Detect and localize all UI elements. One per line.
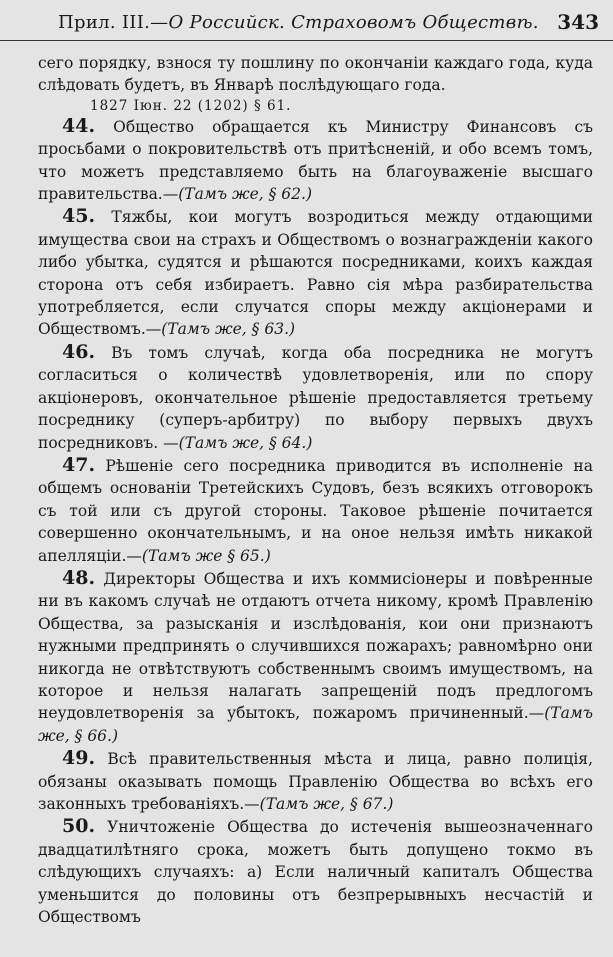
section-text: Тяжбы, кои могутъ возродиться между отдающими имущества свои на страхъ и Обществомъ о вознагражденiи какого либо убытка, судятся и рѣшаются посредниками, коихъ каждая сторона отъ себя избираетъ. Равно сiя мѣра разбирательства употребляется, если случатся споры между акцiонерами и Обществомъ.— xyxy=(38,208,593,339)
running-header xyxy=(0,8,613,41)
header-prefix: Прил. III.— xyxy=(58,12,169,33)
section-49 xyxy=(38,747,593,815)
section-reference: (Тамъ же, § 67.) xyxy=(259,795,394,813)
header-title: О Российск. Страховомъ Обществѣ. xyxy=(168,12,539,33)
section-50 xyxy=(38,815,593,928)
section-text: Директоры Общества и ихъ коммисiонеры и повѣренные ни въ какомъ случаѣ не отдаютъ отчета никому, кромѣ Правленiю Общества, за разысканiя и изслѣдованiя, кои они признаютъ нужными предпринять о случившихся пожарахъ; равномѣрно они никогда не отвѣтствуютъ собственнымъ своимъ имуществомъ, на которое и нельзя налагать запрещенiй подъ предлогомъ неудовлетворенiя за убытокъ, пожаромъ причиненный.— xyxy=(38,569,593,723)
section-text: Въ томъ случаѣ, когда оба посредника не могутъ согласиться о количествѣ удовлетворенiя, или по спору акцiонеровъ, окончательное рѣшенiе предоставляется третьему посреднику (суперъ-арбитру) по выбору первыхъ двухъ посредниковъ. — xyxy=(38,343,593,452)
section-reference: (Тамъ же, § 63.) xyxy=(161,320,296,339)
law-reference: 1827 Iюн. 22 (1202) § 61. xyxy=(90,97,292,114)
section-reference: (Тамъ же, § 64.) xyxy=(178,433,313,452)
section-text: Рѣшенiе сего посредника приводится въ исполненiе на общемъ основанiи Третейскихъ Судовъ, безъ всякихъ отговорокъ съ той или съ другой стороны. Таковое рѣшенiе почитается совершенно окончательнымъ, и на оное нельзя имѣть никакой апелляцiи.— xyxy=(38,456,593,565)
section-text: Всѣ правительственныя мѣста и лица, равно полицiя, обязаны оказывать помощь Правленiю Общества во всѣхъ его законныхъ требованiяхъ.— xyxy=(38,750,594,813)
section-47 xyxy=(38,454,593,567)
section-48 xyxy=(38,567,593,747)
section-reference: (Тамъ же, § 62.) xyxy=(178,185,312,204)
section-number: 46. xyxy=(62,340,96,363)
section-number: 50. xyxy=(62,815,96,838)
section-text: Уничтоженiе Общества до истеченiя вышеозначеннаго двадцатилѣтняго срока, можетъ быть допущено токмо въ слѣдующихъ случаяхъ: а) Если наличный капиталъ Общества уменьшится до половины отъ безпрерывныхъ несчастiй и Обществомъ xyxy=(38,818,593,927)
continuation-text: сего порядку, взнося ту пошлину по окончанiи каждаго года, куда слѣдовать будетъ, въ Январѣ послѣдующаго года. xyxy=(38,54,593,95)
section-reference: (Тамъ же § 65.) xyxy=(141,546,271,565)
page-number: 343 xyxy=(557,10,599,34)
section-number: 48. xyxy=(62,566,96,589)
section-44 xyxy=(38,115,593,206)
section-46 xyxy=(38,341,593,454)
section-number: 44. xyxy=(62,114,96,137)
section-number: 47. xyxy=(62,453,96,476)
section-reference: (Тамъ же, § 66.) xyxy=(38,704,593,745)
section-number: 45. xyxy=(62,205,96,228)
section-number: 49. xyxy=(62,747,96,770)
section-text: Общество обращается къ Министру Финансовъ съ просьбами о покровительствѣ отъ притѣсненiй, и обо всемъ томъ, что можетъ представляемо быть на благоуваженiе высшаго правительства.— xyxy=(38,117,593,204)
page-body xyxy=(38,52,593,928)
section-45 xyxy=(38,205,593,340)
